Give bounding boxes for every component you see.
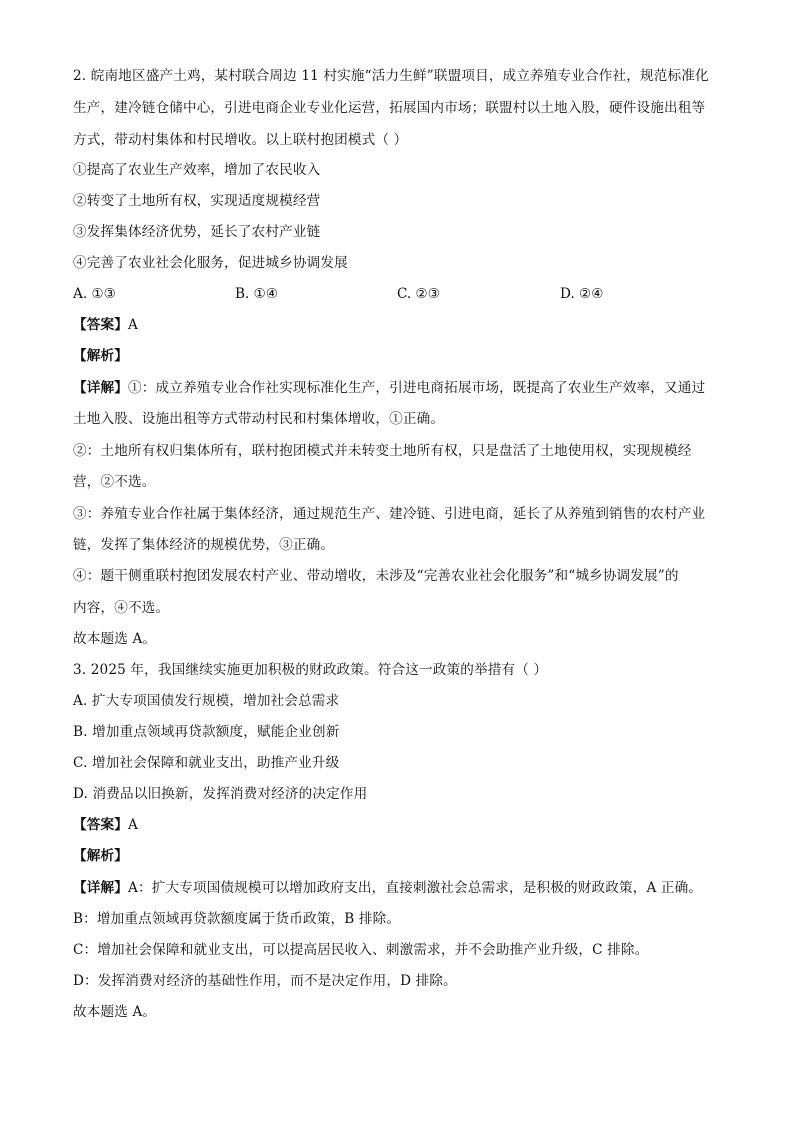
q2-analysis-label: 【解析】 — [73, 348, 128, 364]
q3-answer-value: A — [127, 817, 138, 833]
q2-statement-3: ③发挥集体经济优势，延长了农村产业链 — [73, 224, 321, 240]
q2-answer — [73, 315, 729, 335]
q2-detail-line-5: ③：养殖专业合作社属于集体经济，通过规范生产、建冷链、引进电商，延长了从养殖到销售的农村产业 — [73, 506, 706, 522]
q3-detail-text-1: A：扩大专项国债规模可以增加政府支出，直接刺激社会总需求，是积极的财政政策，A 正确。 — [127, 880, 703, 896]
q2-detail-line-6: 链，发挥了集体经济的规模优势，③正确。 — [73, 537, 335, 553]
q3-answer — [73, 815, 729, 835]
q2-answer-label: 【答案】 — [73, 317, 128, 333]
q3-option-b: B. 增加重点领域再贷款额度，赋能企业创新 — [73, 724, 340, 740]
q2-stem-line-1: 2. 皖南地区盛产土鸡，某村联合周边 11 村实施“活力生鲜”联盟项目，成立养殖专业合作社，规范标准化 — [73, 68, 709, 84]
q2-option-b: B. ①④ — [235, 286, 279, 302]
q2-detail-text-1: ①：成立养殖专业合作社实现标准化生产，引进电商拓展市场，既提高了农业生产效率，又通过 — [127, 380, 706, 396]
q2-detail-line-7: ④：题干侧重联村抱团发展农村产业、带动增收，未涉及“完善农业社会化服务”和“城乡协调发展”的 — [73, 568, 679, 584]
q2-detail-line-1 — [73, 378, 729, 398]
q3-analysis-label: 【解析】 — [73, 848, 128, 864]
q2-stem-line-3: 方式，带动村集体和村民增收。以上联村抱团模式（ ） — [73, 132, 408, 148]
q3-option-d: D. 消费品以旧换新，发挥消费对经济的决定作用 — [73, 786, 368, 802]
q2-detail-line-8: 内容，④不选。 — [73, 600, 170, 616]
q3-detail-line-4: D：发挥消费对经济的基础性作用，而不是决定作用，D 排除。 — [73, 973, 457, 989]
q2-answer-value: A — [127, 317, 138, 333]
q3-option-c: C. 增加社会保障和就业支出，助推产业升级 — [73, 755, 340, 771]
q3-detail-label: 【详解】 — [73, 880, 128, 896]
q2-option-d: D. ②④ — [560, 286, 604, 302]
q2-detail-line-4: 营，②不选。 — [73, 474, 156, 490]
q2-detail-line-3: ②：土地所有权归集体所有，联村抱团模式并未转变土地所有权，只是盘活了土地使用权，实现规模经 — [73, 443, 692, 459]
q3-detail-line-3: C：增加社会保障和就业支出，可以提高居民收入、刺激需求，并不会助推产业升级，C 排除。 — [73, 942, 649, 958]
q2-stem-line-2: 生产，建冷链仓储中心，引进电商企业专业化运营，拓展国内市场；联盟村以土地入股，硬件设施出租等 — [73, 100, 706, 116]
q2-options — [73, 284, 729, 304]
q3-detail-line-2: B：增加重点领域再贷款额度属于货币政策，B 排除。 — [73, 911, 401, 927]
q2-detail-line-2: 土地入股、设施出租等方式带动村民和村集体增收，①正确。 — [73, 411, 445, 427]
q3-stem: 3. 2025 年，我国继续实施更加积极的财政政策。符合这一政策的举措有（ ） — [73, 662, 548, 678]
q3-option-a: A. 扩大专项国债发行规模，增加社会总需求 — [73, 693, 340, 709]
q2-statement-4: ④完善了农业社会化服务，促进城乡协调发展 — [73, 255, 348, 271]
q2-conclusion: 故本题选 A。 — [73, 631, 157, 647]
q3-conclusion: 故本题选 A。 — [73, 1004, 157, 1020]
q2-option-a: A. ①③ — [73, 286, 116, 302]
q2-detail-label: 【详解】 — [73, 380, 128, 396]
q3-detail-line-1 — [73, 878, 729, 898]
q2-statement-1: ①提高了农业生产效率，增加了农民收入 — [73, 162, 321, 178]
q2-statement-2: ②转变了土地所有权，实现适度规模经营 — [73, 193, 321, 209]
q2-option-c: C. ②③ — [397, 286, 440, 302]
q3-answer-label: 【答案】 — [73, 817, 128, 833]
